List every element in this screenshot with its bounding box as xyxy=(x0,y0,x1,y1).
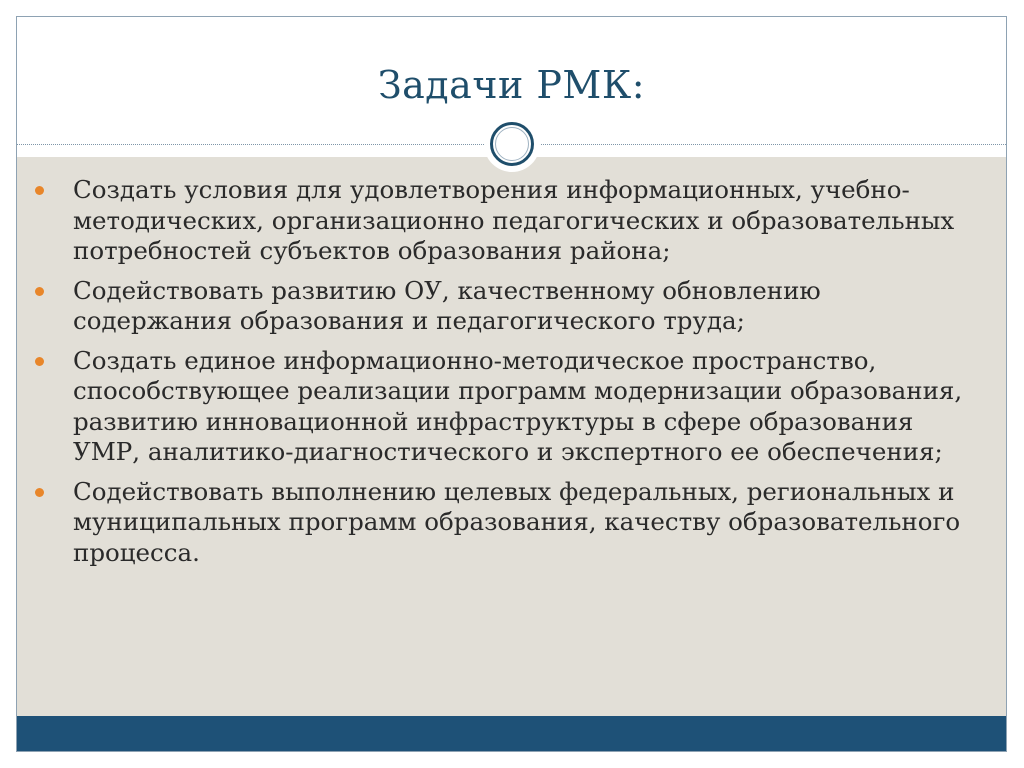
content-panel xyxy=(17,157,1006,716)
slide xyxy=(16,16,1007,752)
round-bullet-icon xyxy=(35,488,44,497)
round-bullet-icon xyxy=(35,357,44,366)
list-item xyxy=(17,175,1006,267)
list-item xyxy=(17,477,1006,569)
list-item xyxy=(17,276,1006,337)
bullet-text: Создать единое информационно-методическое пространство, способствующее реализации программ модернизации образования, развитию инновационной инфраструктуры в сфере образования УМР, аналитико-диагностического и экспертного ее обеспечения; xyxy=(73,345,963,466)
slide-title: Задачи РМК: xyxy=(377,63,646,107)
list-item xyxy=(17,346,1006,468)
footer-bar xyxy=(17,716,1006,751)
bullet-text: Создать условия для удовлетворения информационных, учебно-методических, организационно педагогических и образовательных потребностей субъектов образования района; xyxy=(73,175,955,265)
bullet-list xyxy=(17,175,1006,577)
double-ring-circle-icon xyxy=(484,116,540,172)
round-bullet-icon xyxy=(35,287,44,296)
round-bullet-icon xyxy=(35,186,44,195)
bullet-text: Содействовать выполнению целевых федеральных, региональных и муниципальных программ образования, качеству образовательного процесса. xyxy=(73,476,961,567)
bullet-text: Содействовать развитию ОУ, качественному обновлению содержания образования и педагогического труда; xyxy=(73,275,821,335)
